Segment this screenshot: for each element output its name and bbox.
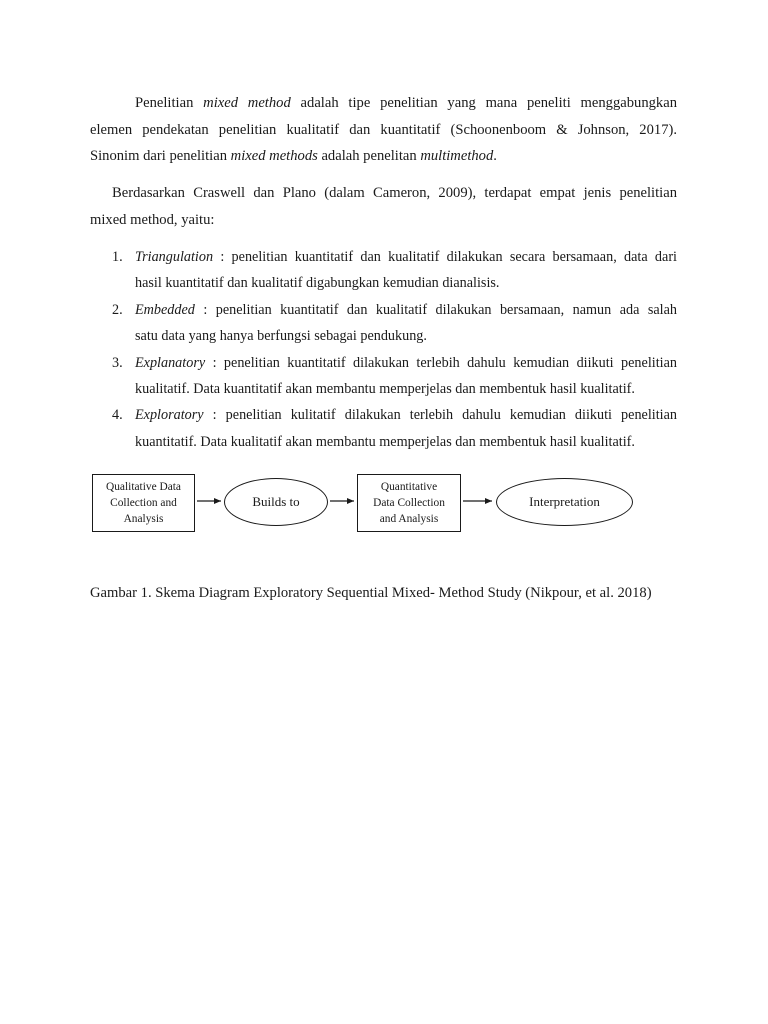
figure-caption: Gambar 1. Skema Diagram Exploratory Sequential Mixed- Method Study (Nikpour, et al. 2018) [90,585,652,601]
list-item: 2. Embedded : penelitian kuantitatif dan kualitatif dilakukan bersamaan, namun ada salah satu data yang hanya berfungsi sebagai pendukung. [112,301,677,345]
list-item: 1. Triangulation : penelitian kuantitatif dan kualitatif dilakukan secara bersamaan, data dari hasil kuantitatif dan kualitatif digabungkan kemudian dianalisis. [112,249,677,292]
builds-to-ellipse: Builds to [224,478,328,526]
qualitative-data-box: Qualitative Data Collection and Analysis [92,474,195,532]
quantitative-data-box: Quantitative Data Collection and Analysis [357,474,461,532]
exploratory-sequential-diagram [90,470,650,540]
paragraph-mixed-method-definition: Penelitian mixed method adalah tipe penelitian yang mana peneliti menggabungkan elemen pendekatan penelitian kualitatif dan kuantitatif (Schoonenboom & Johnson, 2017). Sinonim dari penelitian mixed methods adalah penelitan multimethod. [90,95,677,164]
list-item: 3. Explanatory : penelitian kuantitatif dilakukan terlebih dahulu kemudian diikuti penelitian kualitatif. Data kuantitatif akan membantu memperjelas dan membentuk hasil kualitatif. [112,354,677,398]
mixed-method-types-list [90,244,677,455]
paragraph-types-intro: Berdasarkan Craswell dan Plano (dalam Cameron, 2009), terdapat empat jenis penelitian mixed method, yaitu: [90,185,677,228]
interpretation-ellipse: Interpretation [496,478,633,526]
list-item: 4. Exploratory : penelitian kulitatif dilakukan terlebih dahulu kemudian diikuti penelitian kuantitatif. Data kualitatif akan membantu memperjelas dan membentuk hasil kualitatif. [112,407,677,450]
